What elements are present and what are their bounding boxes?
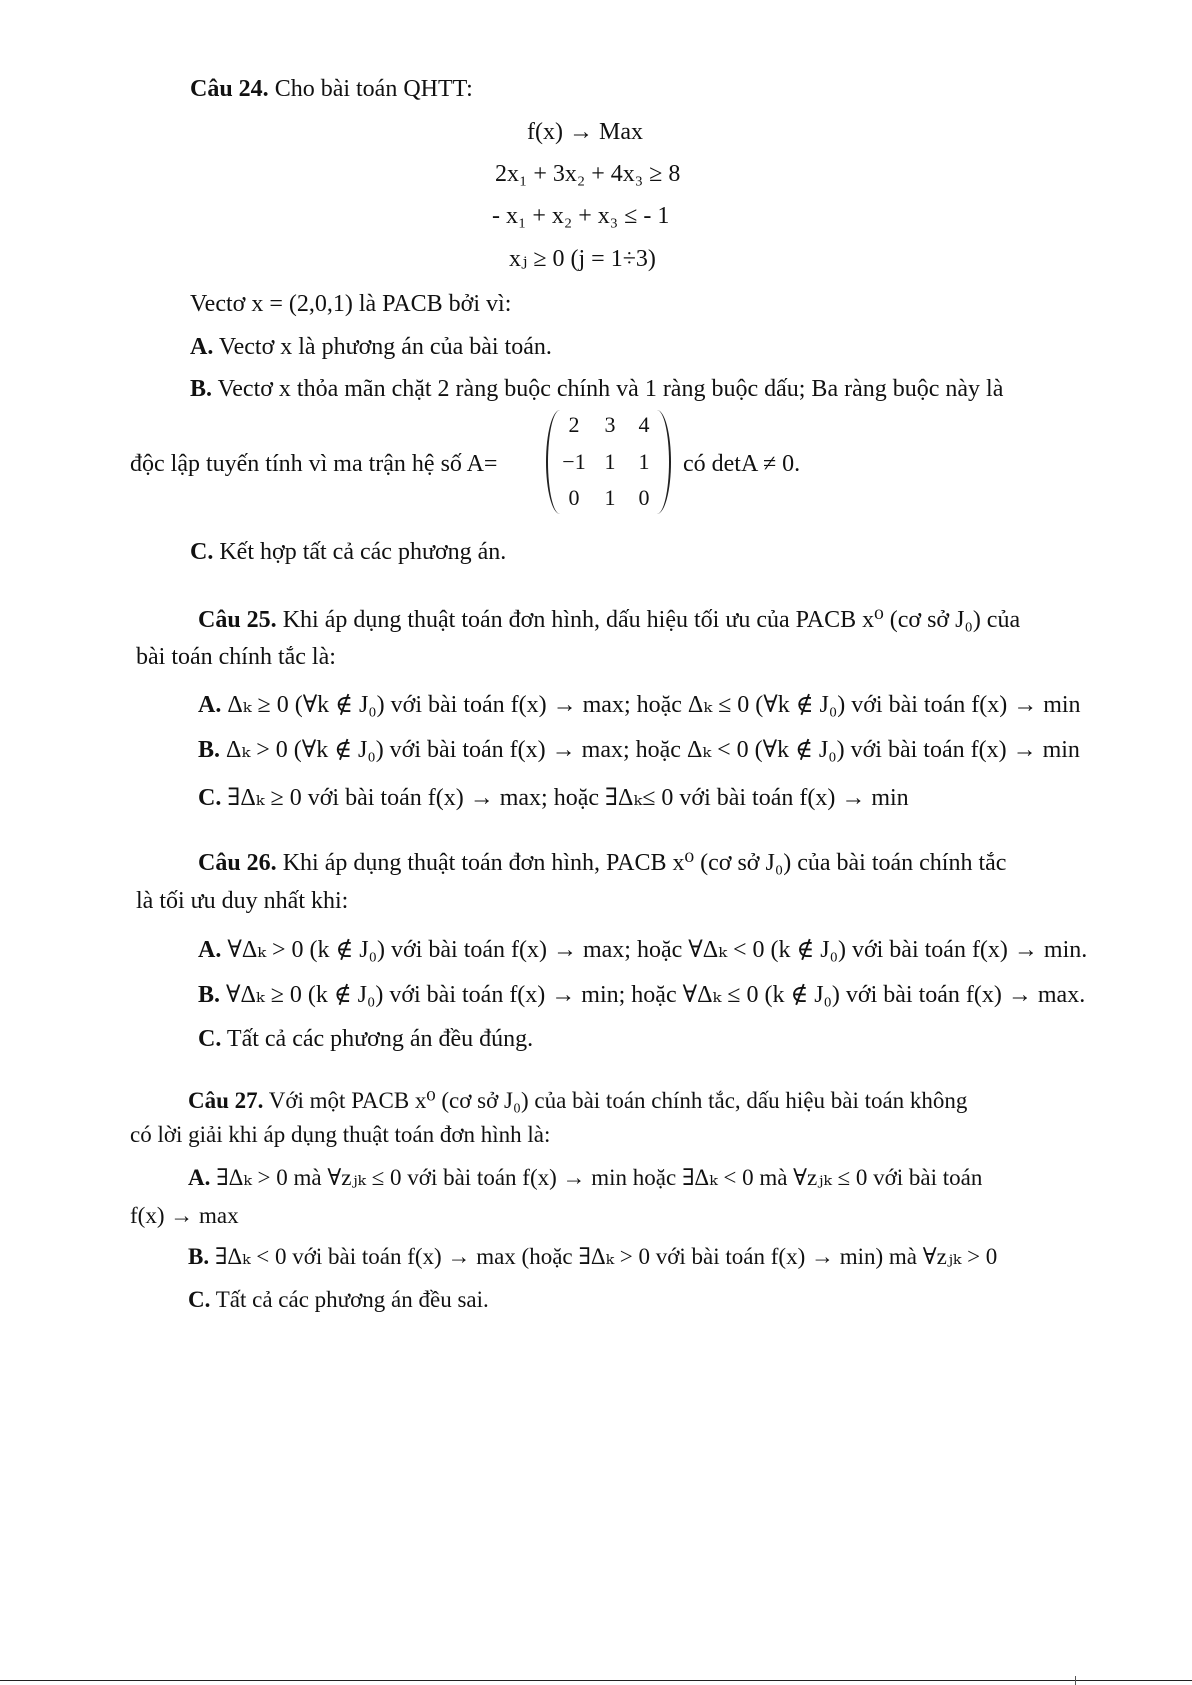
q26-option-b xyxy=(198,980,1085,1010)
q26-option-a-text: ∀Δₖ > 0 (k ∉ J₀) với bài toán f(x) → max; hoặc ∀Δₖ < 0 (k ∉ J₀) với bài toán f(x) → min. xyxy=(227,937,1088,963)
q26-stem xyxy=(198,848,1006,878)
q27-stem-text-1: Với một PACB x⁰ (cơ sở J₀) của bài toán chính tắc, dấu hiệu bài toán không xyxy=(268,1088,968,1113)
q27-option-b-text: ∃Δₖ < 0 với bài toán f(x) → max (hoặc ∃Δₖ > 0 với bài toán f(x) → min) mà ∀zⱼₖ > 0 xyxy=(214,1244,998,1269)
q24-stem xyxy=(190,74,473,104)
q27-option-c-text: Tất cả các phương án đều sai. xyxy=(215,1287,489,1312)
q26-stem-text-1: Khi áp dụng thuật toán đơn hình, PACB x⁰ (cơ sở J₀) của bài toán chính tắc xyxy=(282,850,1007,876)
matrix-cell: 0 xyxy=(638,485,650,510)
q27-option-a-line-2: f(x) → max xyxy=(130,1203,239,1228)
matrix-cell: 1 xyxy=(604,449,616,474)
q25-option-c-text: ∃Δₖ ≥ 0 với bài toán f(x) → max; hoặc ∃Δₖ≤ 0 với bài toán f(x) → min xyxy=(227,785,909,811)
q25-option-c-label: C. xyxy=(198,785,222,811)
matrix-cell: 0 xyxy=(568,485,580,510)
q26-option-b-text: ∀Δₖ ≥ 0 (k ∉ J₀) với bài toán f(x) → min; hoặc ∀Δₖ ≤ 0 (k ∉ J₀) với bài toán f(x) → max. xyxy=(226,982,1086,1008)
matrix-cell: 1 xyxy=(638,449,650,474)
q24-stem-text: Cho bài toán QHTT: xyxy=(274,76,473,102)
q24-constraint-3: xⱼ ≥ 0 (j = 1÷3) xyxy=(509,246,656,272)
q24-option-c-label: C. xyxy=(190,539,214,565)
q27-option-a xyxy=(188,1163,982,1193)
q27-option-c xyxy=(188,1285,489,1315)
q25-option-c xyxy=(198,783,909,813)
q25-stem-line-2: bài toán chính tắc là: xyxy=(136,644,336,670)
q26-stem-line-2: là tối ưu duy nhất khi: xyxy=(136,888,349,914)
q27-option-b-label: B. xyxy=(188,1244,210,1269)
q24-label: Câu 24. xyxy=(190,76,269,102)
q25-option-a xyxy=(198,690,1081,720)
q24-option-b xyxy=(190,374,1003,404)
q24-option-a-text: Vectơ x là phương án của bài toán. xyxy=(218,334,552,360)
coefficient-matrix xyxy=(546,410,671,514)
q24-constraint-2: - x₁ + x₂ + x₃ ≤ - 1 xyxy=(492,203,670,229)
q25-stem xyxy=(198,605,1020,635)
q27-option-a-text-1: ∃Δₖ > 0 mà ∀zⱼₖ ≤ 0 với bài toán f(x) → min hoặc ∃Δₖ < 0 mà ∀zⱼₖ ≤ 0 với bài toán xyxy=(216,1165,983,1190)
q24-constraint-1: 2x₁ + 3x₂ + 4x₃ ≥ 8 xyxy=(495,161,681,187)
q27-option-b xyxy=(188,1242,997,1272)
q26-label: Câu 26. xyxy=(198,850,277,876)
matrix-cell: 2 xyxy=(568,412,580,437)
q26-option-b-label: B. xyxy=(198,982,221,1008)
q25-option-b xyxy=(198,735,1080,765)
q27-option-c-label: C. xyxy=(188,1287,211,1312)
q24-prompt: Vectơ x = (2,0,1) là PACB bởi vì: xyxy=(190,291,512,317)
q26-option-c xyxy=(198,1024,533,1054)
matrix-cell: 1 xyxy=(604,485,616,510)
q25-option-b-text: Δₖ > 0 (∀k ∉ J₀) với bài toán f(x) → max; hoặc Δₖ < 0 (∀k ∉ J₀) với bài toán f(x) → min xyxy=(226,737,1080,763)
q25-option-a-text: Δₖ ≥ 0 (∀k ∉ J₀) với bài toán f(x) → max; hoặc Δₖ ≤ 0 (∀k ∉ J₀) với bài toán f(x) → min xyxy=(227,692,1081,718)
q25-option-a-label: A. xyxy=(198,692,222,718)
matrix-cell: 3 xyxy=(604,412,616,437)
q25-label: Câu 25. xyxy=(198,607,277,633)
q24-option-c xyxy=(190,537,506,567)
matrix-cell: 4 xyxy=(638,412,650,437)
q27-option-a-label: A. xyxy=(188,1165,211,1190)
q24-option-a-label: A. xyxy=(190,334,214,360)
q24-option-b-label: B. xyxy=(190,376,213,402)
matrix-cell: −1 xyxy=(562,449,586,474)
q25-stem-text-1: Khi áp dụng thuật toán đơn hình, dấu hiệu tối ưu của PACB x⁰ (cơ sở J₀) của xyxy=(282,607,1021,633)
q25-option-b-label: B. xyxy=(198,737,221,763)
q27-stem-line-2: có lời giải khi áp dụng thuật toán đơn hình là: xyxy=(130,1122,551,1147)
q27-stem xyxy=(188,1086,967,1116)
footer-tick xyxy=(1075,1676,1076,1685)
q26-option-c-text: Tất cả các phương án đều đúng. xyxy=(226,1026,534,1052)
q27-label: Câu 27. xyxy=(188,1088,264,1113)
q24-option-c-text: Kết hợp tất cả các phương án. xyxy=(219,539,507,565)
q26-option-a xyxy=(198,935,1087,965)
q24-option-b-text-1: Vectơ x thỏa mãn chặt 2 ràng buộc chính và 1 ràng buộc dấu; Ba ràng buộc này là xyxy=(217,376,1004,402)
q24-objective: f(x) → Max xyxy=(527,119,643,145)
q24-option-b-line-3: có detA ≠ 0. xyxy=(683,451,801,477)
q26-option-a-label: A. xyxy=(198,937,222,963)
footer-rule xyxy=(0,1680,1192,1681)
q24-option-b-line-2: độc lập tuyến tính vì ma trận hệ số A= xyxy=(130,451,498,477)
q24-option-a xyxy=(190,332,552,362)
q26-option-c-label: C. xyxy=(198,1026,222,1052)
